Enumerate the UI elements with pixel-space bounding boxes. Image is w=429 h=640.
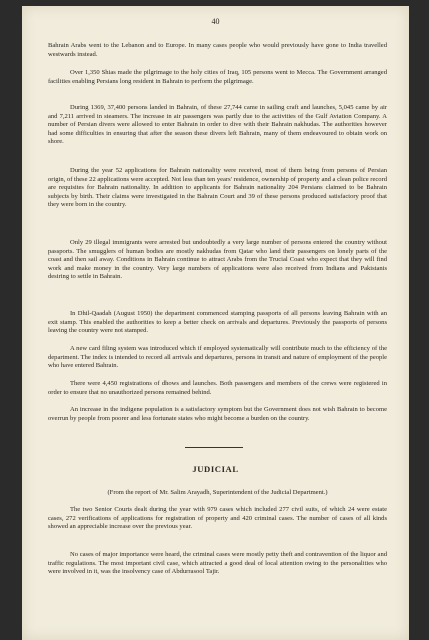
paragraph-arrivals: During 1369, 37,400 persons landed in Bahrain, of these 27,744 came in sailing craft and launches, 5,045 came by air and 7,211 arrived in steamers. The increase in air passengers was partly due to the activities of the Gulf Aviation Company. A number of Persian divers were allowed to enter Bahrain in order to dive with their Bahrain nakhudas. The authorities however had some difficulties in ensuring that after the season these divers left Bahrain, many of them endeavoured to obtain work on shore. xyxy=(48,104,387,146)
paragraph-exit-stamp: In Dhil-Qaadah (August 1950) the department commenced stamping passports of all persons leaving Bahrain with an exit stamp. This enabled the authorities to keep a better check on arrivals and departures. Previously the passports of persons leaving the country were not stamped. xyxy=(48,310,387,335)
paragraph-nationality: During the year 52 applications for Bahrain nationality were received, most of them being from persons of Persian origin, of these 22 applications were accepted. Not less than ten years' residence, ownership of property and a clean police record are requisites for Bahrain nationality. In addition to applicants for Bahrain nationality 204 Persians claimed to be Bahrain subjects by birth. Their claims were investigated in the Bahrain Court and 39 of these persons produced satisfactory proof that they were born in the country. xyxy=(48,167,387,209)
paragraph-major-cases: No cases of major importance were heard, the criminal cases were mostly petty theft and contravention of the liquor and traffic regulations. The most important civil case, which attracted a good deal of local attention owing to the personalities who were involved in it, was the insolvency case of Abdurrasool Tajir. xyxy=(48,551,387,576)
paragraph-pilgrimage: Over 1,350 Shias made the pilgrimage to the holy cities of Iraq, 105 persons went to Mecca. The Government arranged facilities enabling Persians long resident in Bahrain to perform the pilgrimage. xyxy=(48,69,387,85)
paragraph-registrations: There were 4,450 registrations of dhows and launches. Both passengers and members of the crews were registered in order to ensure that no unauthorized persons remained behind. xyxy=(48,380,387,396)
page-number: 40 xyxy=(211,17,220,26)
paragraph-population: An increase in the indigene population is a satisfactory symptom but the Government does not wish Bahrain to become overrun by people from poorer and less fortunate states who might become a burden on the country. xyxy=(48,406,387,422)
paragraph-immigrants: Only 29 illegal immigrants were arrested but undoubtedly a very large number of persons entered the country without passports. The smugglers of human bodies are mostly nakhudas from Qatar who land their passengers on lonely parts of the coast and then sail away. Conditions in Bahrain continue to attract Arabs from the Trucial Coast who expect that they will find work and make money in the country. Very large numbers of applications were also received from Indians and Pakistanis desiring to settle in Bahrain. xyxy=(48,239,387,281)
section-divider xyxy=(185,447,243,448)
paragraph-court-cases: The two Senior Courts dealt during the year with 979 cases which included 277 civil suits, of which 24 were estate cases, 272 verifications of applications for registration of property and 420 criminal cases. The number of cases of all kinds showed an appreciable increase over the previous year. xyxy=(48,506,387,531)
document-page xyxy=(22,6,409,640)
paragraph-card-filing: A new card filing system was introduced which if employed systematically will contribute much to the efficiency of the department. The index is intended to record all arrivals and departures, persons in transit and nature of employment of the people who have entered Bahrain. xyxy=(48,345,387,370)
section-heading-judicial: JUDICIAL xyxy=(192,464,239,474)
judicial-source-note: (From the report of Mr. Salim Arayadh, Superintendent of the Judicial Department.) xyxy=(107,489,328,496)
paragraph-travel: Bahrain Arabs went to the Lebanon and to Europe. In many cases people who would previously have gone to India travelled westwards instead. xyxy=(48,42,387,58)
